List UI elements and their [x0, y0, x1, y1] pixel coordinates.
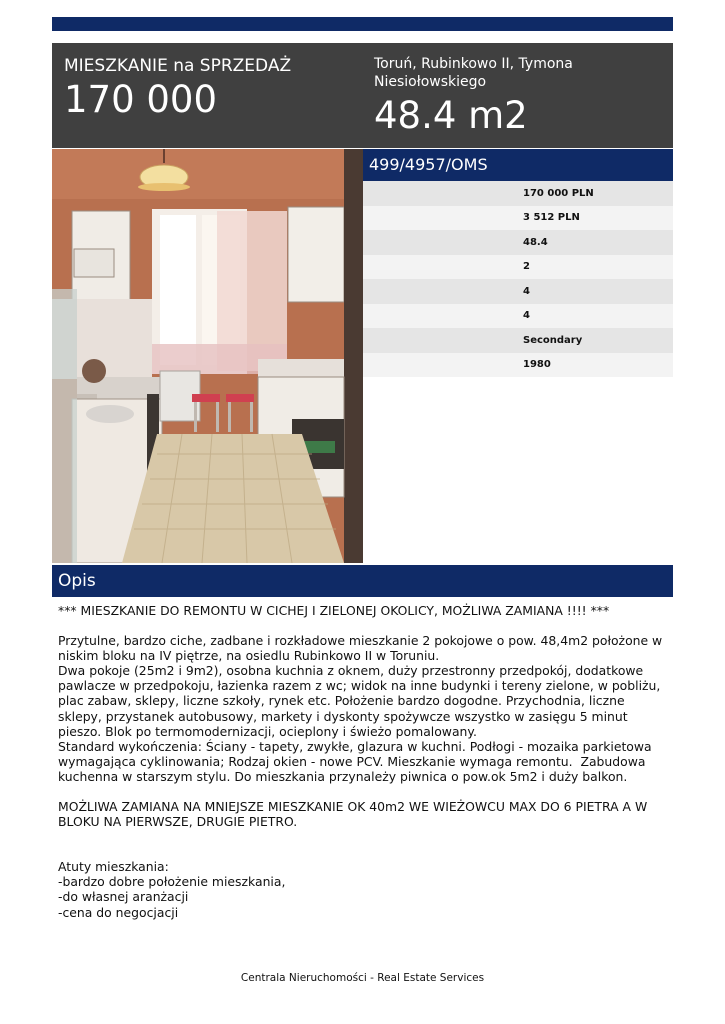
kitchen-photo-illustration: [52, 149, 363, 563]
listing-address: Toruń, Rubinkowo II, Tymona Niesiołowskiego: [374, 56, 573, 90]
detail-value: 2: [523, 261, 530, 273]
listing-area: 48.4 m2: [374, 94, 528, 137]
detail-value: 48.4: [523, 236, 548, 248]
detail-value: Secondary: [523, 334, 583, 346]
reference-number: 499/4957/OMS: [363, 149, 673, 181]
description-exchange-note: MOŻLIWA ZAMIANA NA MNIEJSZE MIESZKANIE OK 40m2 WE WIEŻOWCU MAX DO 6 PIETRA A W BLOKU NA PIERWSZE, DRUGIE PIETRO.: [58, 799, 652, 830]
description-headline: *** MIESZKANIE DO REMONTU W CICHEJ I ZIELONEJ OKOLICY, MOŻLIWA ZAMIANA !!!! ***: [58, 603, 610, 618]
detail-value: 170 000 PLN: [523, 187, 594, 199]
detail-row-year-built: [363, 353, 673, 378]
detail-value: 3 512 PLN: [523, 212, 580, 224]
page-footer: Centrala Nieruchomości - Real Estate Services: [240, 972, 485, 984]
header-left: [64, 55, 364, 121]
detail-row-rooms: [363, 255, 673, 280]
spacer: [58, 829, 668, 844]
detail-row-area: [363, 230, 673, 255]
spacer: [58, 784, 668, 799]
detail-row-price: [363, 181, 673, 206]
detail-row-price-per-m2: [363, 206, 673, 231]
spacer: [58, 844, 668, 859]
header-right: [374, 55, 664, 137]
description-advantages: Atuty mieszkania: -bardzo dobre położenie mieszkania, -do własnej aranżacji -cena do negocjacji: [58, 859, 286, 920]
detail-value: 4: [523, 310, 530, 322]
detail-value: 1980: [523, 359, 551, 371]
spacer: [58, 618, 668, 633]
detail-value: 4: [523, 285, 530, 297]
details-table: [363, 181, 673, 377]
description-paragraph: Przytulne, bardzo ciche, zadbane i rozkładowe mieszkanie 2 pokojowe o pow. 48,4m2 położone w niskim bloku na IV piętrze, na osiedlu Rubinkowo II w Toruniu. Dwa pokoje (25m2 i 9m2), osobna kuchnia z oknem, duży przestronny przedpokój, dodatkowe pawlacze w przedpokoju, łazienka razem z wc; widok na inne budynki i tereny zielone, w pobliżu, plac zabaw, sklepy, liczne szkoły, rynek etc. Położenie bardzo dogodne. Przychodnia, liczne sklepy, przystanek autobusowy, markety i dyskonty spożywcze wszystko w zasięgu 5 minut pieszo. Blok po termomodernizacji, ocieplony i świeżo pomalowany. Standard wykończenia: Ściany - tapety, zwykłe, glazura w kuchni. Podłogi - mozaika parkietowa wymagająca cyklinowania; Rodzaj okien - nowe PCV. Mieszkanie wymaga remontu. Zabudowa kuchenna w starszym stylu. Do mieszkania przynależy piwnica o pow.ok 5m2 i duży balkon.: [58, 633, 663, 784]
detail-row-floor: [363, 279, 673, 304]
listing-header: [52, 43, 673, 148]
top-accent-bar: [52, 17, 673, 31]
detail-row-floors-total: [363, 304, 673, 329]
property-photo: [52, 149, 363, 563]
detail-row-market: [363, 328, 673, 353]
description-body: [58, 603, 668, 920]
listing-type: MIESZKANIE na SPRZEDAŻ: [64, 56, 292, 76]
description-heading: Opis: [52, 565, 673, 597]
listing-price: 170 000: [64, 78, 218, 121]
